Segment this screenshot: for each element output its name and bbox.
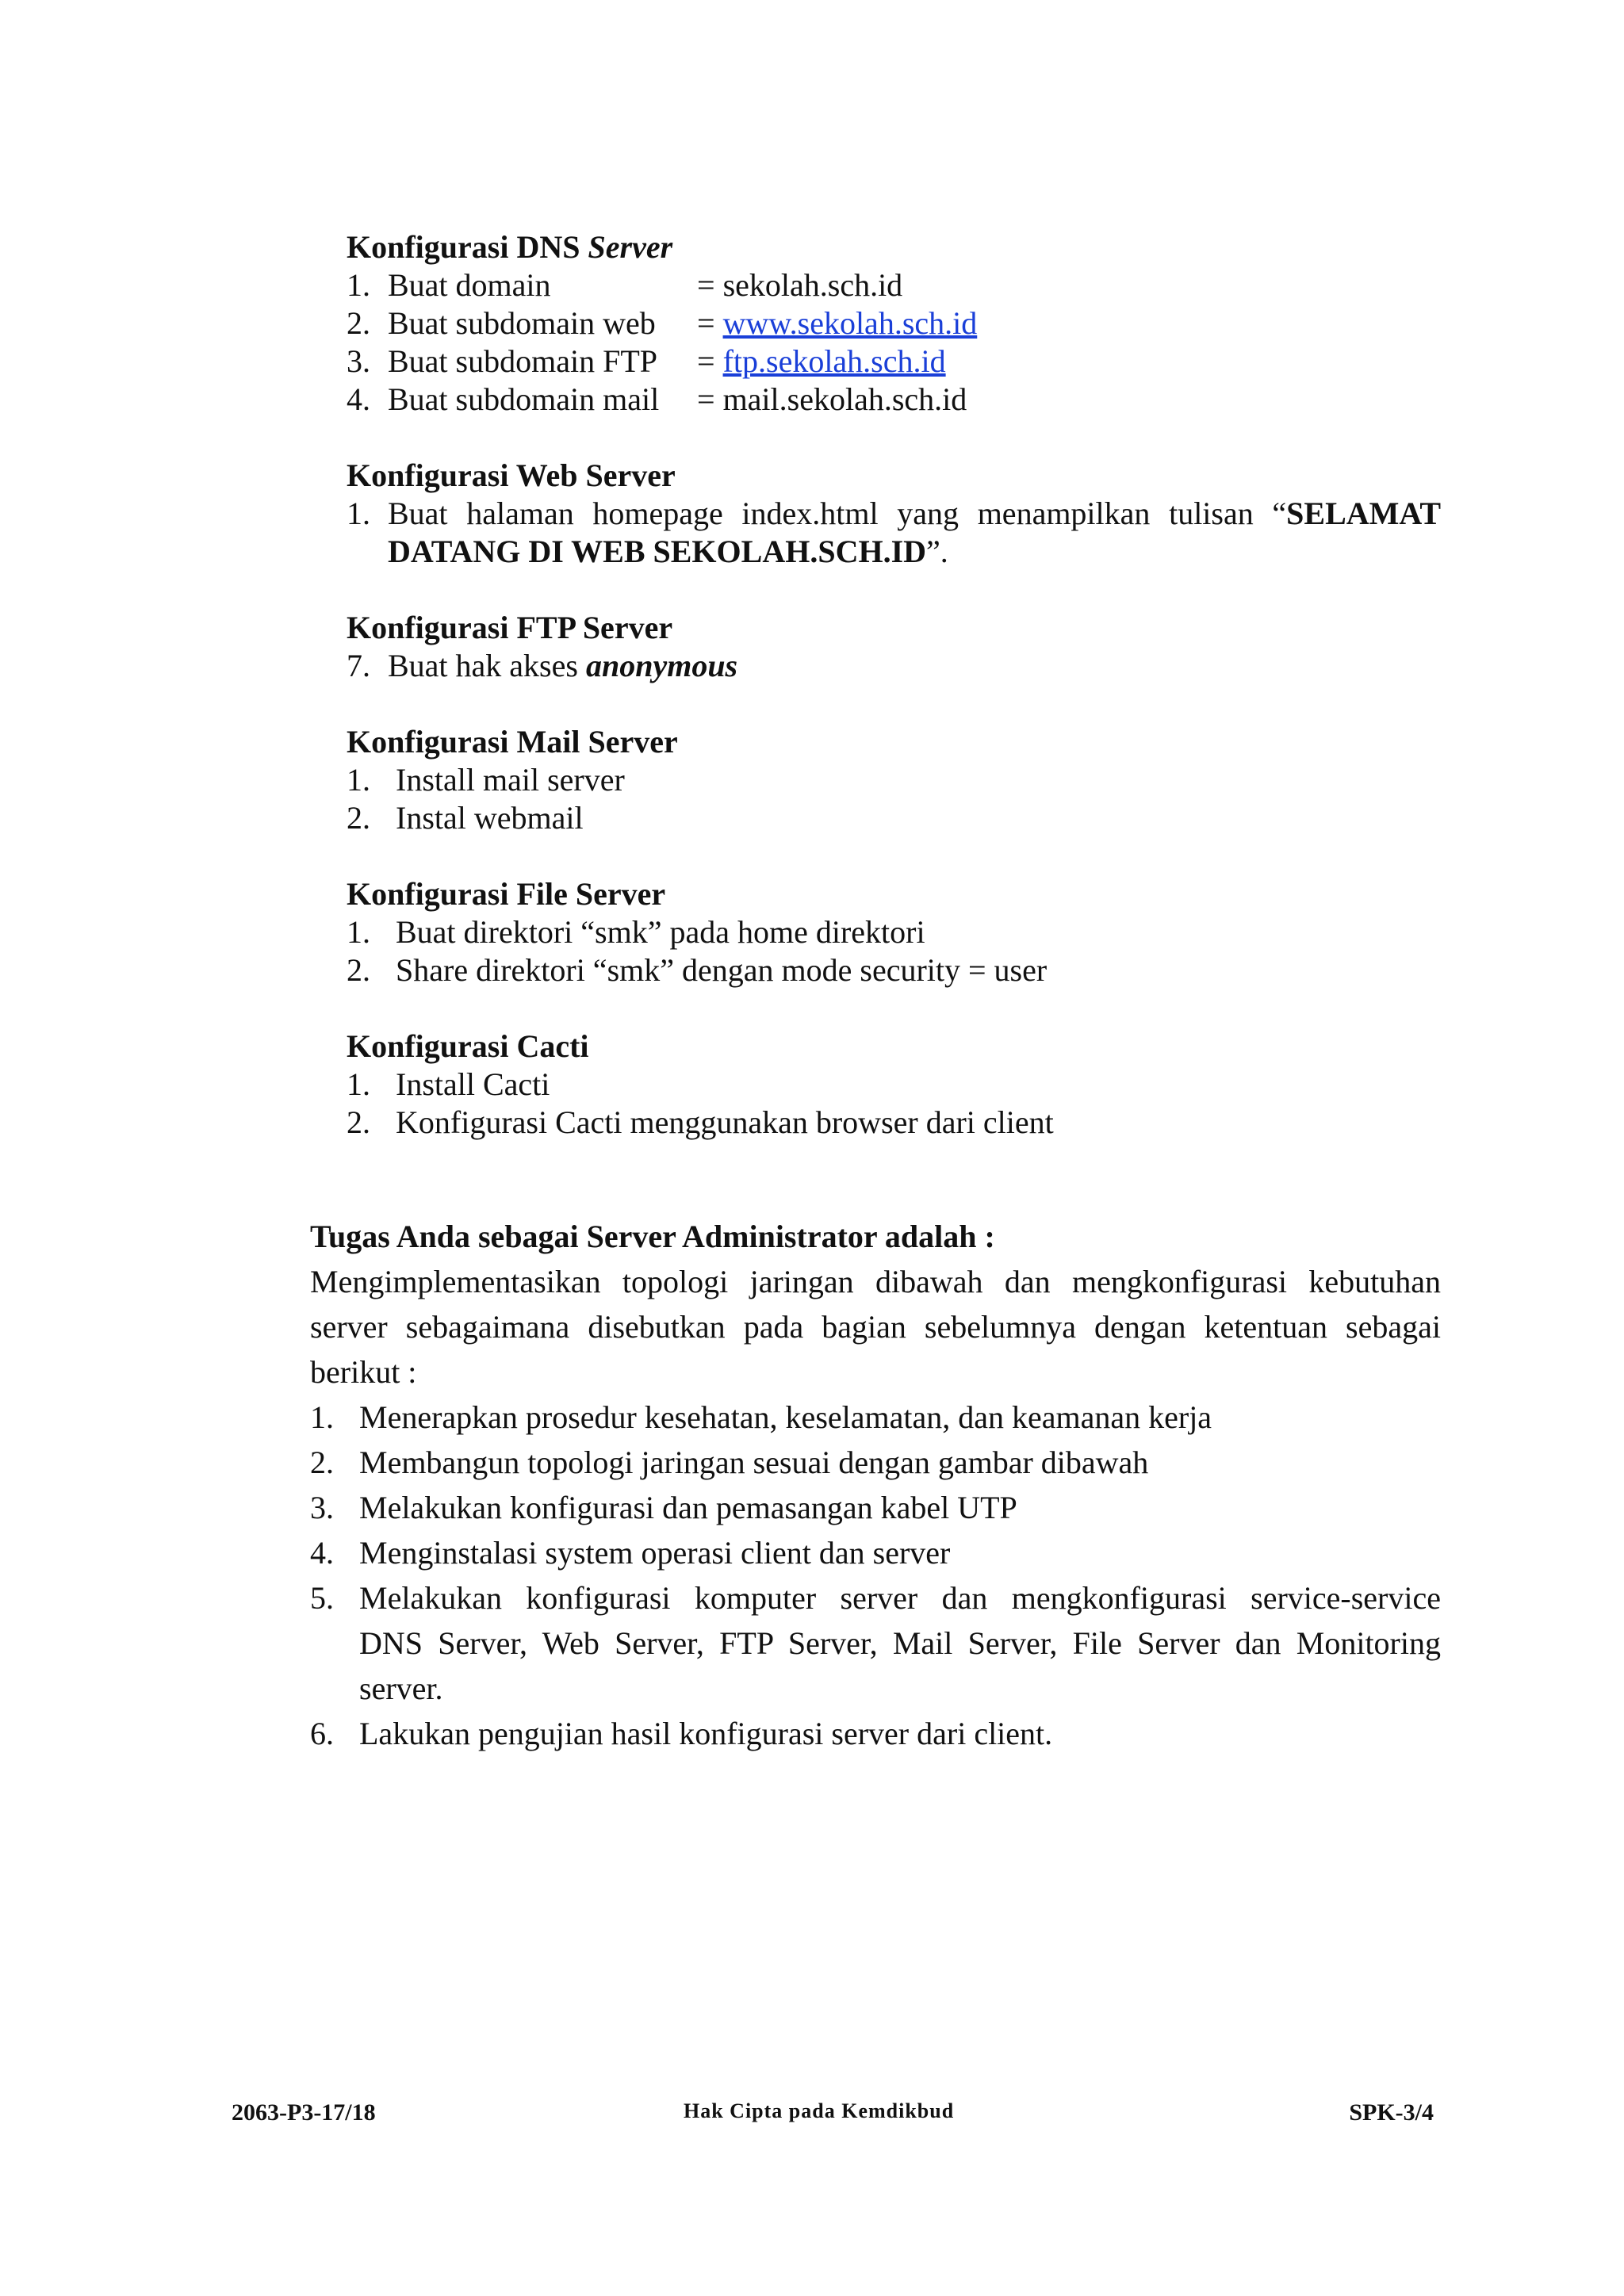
task-number: 4.	[310, 1535, 334, 1571]
tasks-section	[310, 1215, 1441, 1756]
task-item	[310, 1711, 1441, 1756]
list-item	[347, 266, 1441, 304]
item-text-bold: DATANG DI WEB SEKOLAH.SCH.ID	[388, 534, 927, 569]
list-item	[347, 1066, 1441, 1104]
item-label: Buat subdomain FTP	[388, 343, 658, 379]
item-text: Konfigurasi Cacti menggunakan browser dari client	[396, 1104, 1054, 1140]
equals-sign: =	[697, 381, 723, 417]
task-text: Melakukan konfigurasi dan pemasangan kabel UTP	[359, 1490, 1017, 1525]
section-spacer	[347, 685, 1441, 723]
item-value	[697, 304, 977, 342]
cacti-section-title: Konfigurasi Cacti	[347, 1028, 589, 1064]
item-label: Buat domain	[388, 267, 551, 303]
list-item	[347, 304, 1441, 342]
item-number: 1.	[347, 914, 370, 950]
task-text: Menerapkan prosedur kesehatan, keselamatan, dan keamanan kerja	[359, 1399, 1212, 1435]
paragraph-line: Mengimplementasikan topologi jaringan dibawah dan mengkonfigurasi kebutuhan	[310, 1264, 1441, 1299]
item-number: 7.	[347, 648, 370, 683]
task-number: 6.	[310, 1716, 334, 1751]
item-value	[697, 266, 902, 304]
item-text	[388, 647, 737, 685]
item-number: 1.	[347, 762, 370, 798]
web-section-title: Konfigurasi Web Server	[347, 457, 676, 493]
list-item	[347, 951, 1441, 989]
item-number: 2.	[347, 952, 370, 988]
task-number: 1.	[310, 1399, 334, 1435]
list-item	[347, 381, 1441, 419]
item-text-emphasis: anonymous	[585, 648, 738, 683]
item-text: Instal webmail	[396, 800, 584, 836]
list-item	[347, 342, 1441, 381]
list-item-continuation	[347, 533, 1441, 571]
task-text: Menginstalasi system operasi client dan server	[359, 1535, 951, 1571]
list-item	[347, 913, 1441, 951]
ftp-subdomain-link[interactable]: ftp.sekolah.sch.id	[722, 343, 946, 379]
task-number: 3.	[310, 1490, 334, 1525]
item-text-plain: Buat halaman homepage index.html yang menampilkan tulisan “	[388, 496, 1287, 531]
list-item	[347, 1104, 1441, 1142]
task-item	[310, 1485, 1441, 1530]
item-text: Buat direktori “smk” pada home direktori	[396, 914, 925, 950]
task-item	[310, 1530, 1441, 1575]
footer-copyright: Hak Cipta pada Kemdikbud	[684, 2099, 955, 2122]
list-item	[347, 799, 1441, 837]
paragraph-line: berikut :	[310, 1354, 417, 1390]
list-item	[347, 647, 1441, 685]
task-text: Lakukan pengujian hasil konfigurasi server dari client.	[359, 1716, 1053, 1751]
equals-sign: =	[697, 267, 723, 303]
item-number: 1.	[347, 267, 370, 303]
configuration-section	[347, 228, 1441, 1142]
task-item	[310, 1575, 1441, 1621]
item-text: Install mail server	[396, 762, 625, 798]
item-number: 4.	[347, 381, 370, 417]
ftp-section-title: Konfigurasi FTP Server	[347, 610, 673, 645]
item-label: Buat subdomain mail	[388, 381, 660, 417]
web-subdomain-link[interactable]: www.sekolah.sch.id	[722, 305, 978, 341]
domain-value: mail.sekolah.sch.id	[722, 381, 967, 417]
item-number: 3.	[347, 343, 370, 379]
item-text	[388, 495, 1441, 533]
footer-page-number: SPK-3/4	[1349, 2099, 1434, 2126]
paragraph-line: server sebagaimana disebutkan pada bagian sebelumnya dengan ketentuan sebagai	[310, 1309, 1441, 1345]
domain-value: sekolah.sch.id	[722, 267, 903, 303]
mail-section-title: Konfigurasi Mail Server	[347, 724, 678, 760]
item-text-bold: SELAMAT	[1286, 496, 1441, 531]
section-spacer	[347, 419, 1441, 457]
task-text: Melakukan konfigurasi komputer server dan mengkonfigurasi service-service	[359, 1580, 1441, 1616]
section-spacer	[347, 571, 1441, 609]
item-text-plain: Buat hak akses	[388, 648, 586, 683]
item-number: 2.	[347, 800, 370, 836]
dns-title-emphasis: Server	[588, 229, 673, 265]
item-label: Buat subdomain web	[388, 305, 656, 341]
task-text-continuation: server.	[359, 1670, 443, 1706]
equals-sign: =	[697, 343, 723, 379]
list-item	[347, 761, 1441, 799]
footer-document-code: 2063-P3-17/18	[232, 2099, 376, 2126]
dns-section-title	[347, 228, 1441, 266]
task-item	[310, 1440, 1441, 1485]
task-number: 5.	[310, 1580, 334, 1616]
equals-sign: =	[697, 305, 723, 341]
section-spacer	[347, 989, 1441, 1027]
dns-title-text: Konfigurasi DNS	[347, 229, 580, 265]
list-item	[347, 495, 1441, 533]
item-value	[697, 342, 946, 381]
item-text-plain: ”.	[926, 534, 948, 569]
task-text: Membangun topologi jaringan sesuai dengan gambar dibawah	[359, 1445, 1149, 1480]
item-number: 2.	[347, 1104, 370, 1140]
item-text: Install Cacti	[396, 1066, 550, 1102]
task-item	[310, 1395, 1441, 1440]
item-text: Share direktori “smk” dengan mode security = user	[396, 952, 1048, 988]
file-section-title: Konfigurasi File Server	[347, 876, 666, 912]
tasks-title: Tugas Anda sebagai Server Administrator adalah :	[310, 1219, 995, 1254]
item-number: 1.	[347, 1066, 370, 1102]
item-number: 1.	[347, 496, 370, 531]
item-value	[697, 381, 967, 419]
task-text-continuation: DNS Server, Web Server, FTP Server, Mail Server, File Server dan Monitoring	[359, 1625, 1441, 1661]
task-number: 2.	[310, 1445, 334, 1480]
section-spacer	[347, 837, 1441, 875]
item-number: 2.	[347, 305, 370, 341]
